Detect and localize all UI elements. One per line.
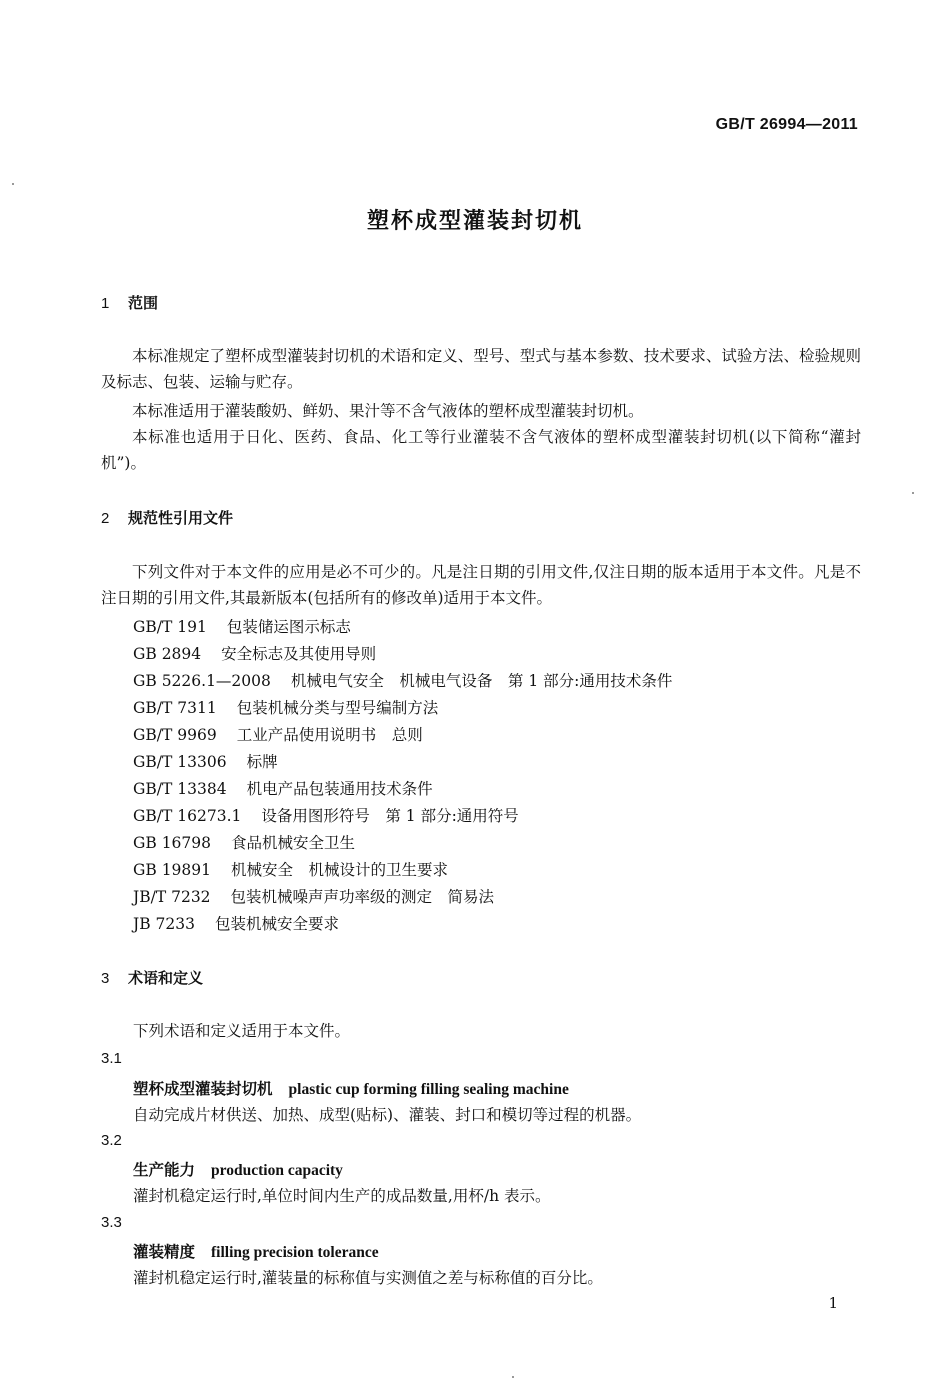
reference-item	[133, 885, 494, 907]
standard-code: GB/T 26994—2011	[715, 116, 858, 133]
section-heading	[101, 507, 233, 528]
reference-code: GB/T 13384	[133, 780, 227, 798]
scan-speck	[12, 183, 14, 185]
reference-item	[133, 615, 351, 637]
reference-code: GB 2894	[133, 645, 202, 663]
section-number: 1	[101, 295, 110, 312]
term-number: 3.3	[101, 1214, 122, 1231]
page-number: 1	[828, 1294, 838, 1312]
paragraph: 本标准适用于灌装酸奶、鲜奶、果汁等不含气液体的塑杯成型灌装封切机。	[132, 402, 644, 420]
term-definition: 灌封机稳定运行时,单位时间内生产的成品数量,用杯/h 表示。	[133, 1187, 551, 1205]
reference-title: 工业产品使用说明书 总则	[236, 726, 423, 744]
reference-title: 包装储运图示标志	[226, 618, 351, 636]
term-definition: 灌封机稳定运行时,灌装量的标称值与实测值之差与标称值的百分比。	[133, 1269, 603, 1287]
term-title	[133, 1077, 569, 1099]
reference-code: JB 7233	[133, 915, 195, 933]
paragraph: 下列术语和定义适用于本文件。	[133, 1022, 351, 1040]
term-chinese: 塑杯成型灌装封切机	[133, 1080, 273, 1098]
term-title	[133, 1240, 379, 1262]
term-chinese: 灌装精度	[133, 1243, 196, 1261]
reference-item	[133, 696, 438, 718]
section-number: 2	[101, 510, 110, 527]
document-title: 塑杯成型灌装封切机	[366, 209, 583, 234]
reference-item	[133, 858, 448, 880]
reference-code: GB 19891	[133, 861, 212, 879]
reference-item	[133, 723, 423, 745]
reference-code: GB 16798	[133, 834, 212, 852]
reference-code: GB/T 191	[133, 618, 207, 636]
term-title	[133, 1158, 343, 1180]
paragraph: 本标准规定了塑杯成型灌装封切机的术语和定义、型号、型式与基本参数、技术要求、试验方法、检验规则及标志、包装、运输与贮存。	[101, 347, 861, 391]
reference-code: GB/T 7311	[133, 699, 217, 717]
term-number: 3.1	[101, 1050, 122, 1067]
reference-item	[133, 777, 433, 799]
reference-title: 设备用图形符号 第 1 部分:通用符号	[261, 807, 519, 825]
section-heading	[101, 292, 158, 313]
section-heading	[101, 967, 203, 988]
reference-title: 食品机械安全卫生	[231, 834, 356, 852]
scan-speck	[512, 1376, 514, 1378]
reference-code: GB/T 16273.1	[133, 807, 242, 825]
section-title: 范围	[128, 294, 159, 312]
paragraph: 本标准也适用于日化、医药、食品、化工等行业灌装不含气液体的塑杯成型灌装封切机(以下简称“灌封机”)。	[101, 428, 861, 472]
reference-title: 机械安全 机械设计的卫生要求	[231, 861, 449, 879]
reference-code: GB/T 9969	[133, 726, 217, 744]
reference-title: 包装机械噪声声功率级的测定 简易法	[230, 888, 495, 906]
reference-title: 安全标志及其使用导则	[221, 645, 377, 663]
paragraph: 下列文件对于本文件的应用是必不可少的。凡是注日期的引用文件,仅注日期的版本适用于本文件。凡是不注日期的引用文件,其最新版本(包括所有的修改单)适用于本文件。	[101, 563, 861, 607]
reference-item	[133, 912, 339, 934]
reference-code: GB 5226.1—2008	[133, 672, 271, 690]
term-chinese: 生产能力	[133, 1161, 196, 1179]
reference-item	[133, 669, 672, 691]
scan-speck	[912, 492, 914, 494]
term-definition: 自动完成片材供送、加热、成型(贴标)、灌装、封口和模切等过程的机器。	[133, 1106, 642, 1124]
reference-title: 机电产品包装通用技术条件	[246, 780, 433, 798]
term-number: 3.2	[101, 1132, 122, 1149]
reference-item	[133, 642, 376, 664]
section-title: 术语和定义	[128, 969, 204, 987]
reference-code: GB/T 13306	[133, 753, 227, 771]
term-english: production capacity	[211, 1162, 343, 1179]
reference-code: JB/T 7232	[133, 888, 211, 906]
reference-item	[133, 804, 519, 826]
reference-item	[133, 831, 355, 853]
term-english: plastic cup forming filling sealing machine	[288, 1081, 569, 1098]
reference-title: 标牌	[246, 753, 278, 771]
reference-title: 包装机械安全要求	[214, 915, 339, 933]
term-english: filling precision tolerance	[211, 1244, 379, 1261]
reference-item	[133, 750, 278, 772]
section-number: 3	[101, 970, 110, 987]
section-title: 规范性引用文件	[128, 509, 234, 527]
reference-title: 包装机械分类与型号编制方法	[236, 699, 439, 717]
reference-title: 机械电气安全 机械电气设备 第 1 部分:通用技术条件	[290, 672, 673, 690]
